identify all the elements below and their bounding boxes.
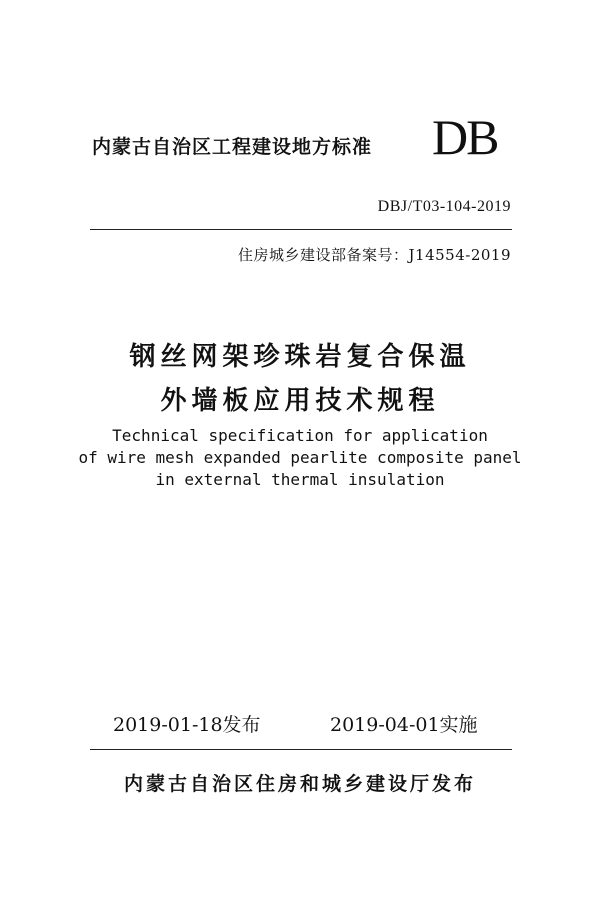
title-en-line1: Technical specification for application xyxy=(112,426,488,445)
title-cn-line2: 外墙板应用技术规程 xyxy=(160,386,440,416)
standard-authority: 内蒙古自治区工程建设地方标准 xyxy=(92,136,373,158)
standard-number: DBJ/T03-104-2019 xyxy=(377,198,511,215)
bottom-divider xyxy=(90,749,512,750)
implementation-date: 2019-04-01实施 xyxy=(330,714,478,736)
release-date: 2019-01-18发布 xyxy=(113,714,261,736)
record-number: 住房城乡建设部备案号：J14554-2019 xyxy=(238,246,511,264)
title-en-line2: of wire mesh expanded pearlite composite panel xyxy=(78,448,522,467)
title-cn-line1: 钢丝网架珍珠岩复合保温 xyxy=(129,342,471,372)
db-mark: DB xyxy=(432,109,498,165)
title-en-line3: in external thermal insulation xyxy=(155,470,445,489)
issuer: 内蒙古自治区住房和城乡建设厅发布 xyxy=(123,773,476,795)
top-divider xyxy=(90,229,512,230)
